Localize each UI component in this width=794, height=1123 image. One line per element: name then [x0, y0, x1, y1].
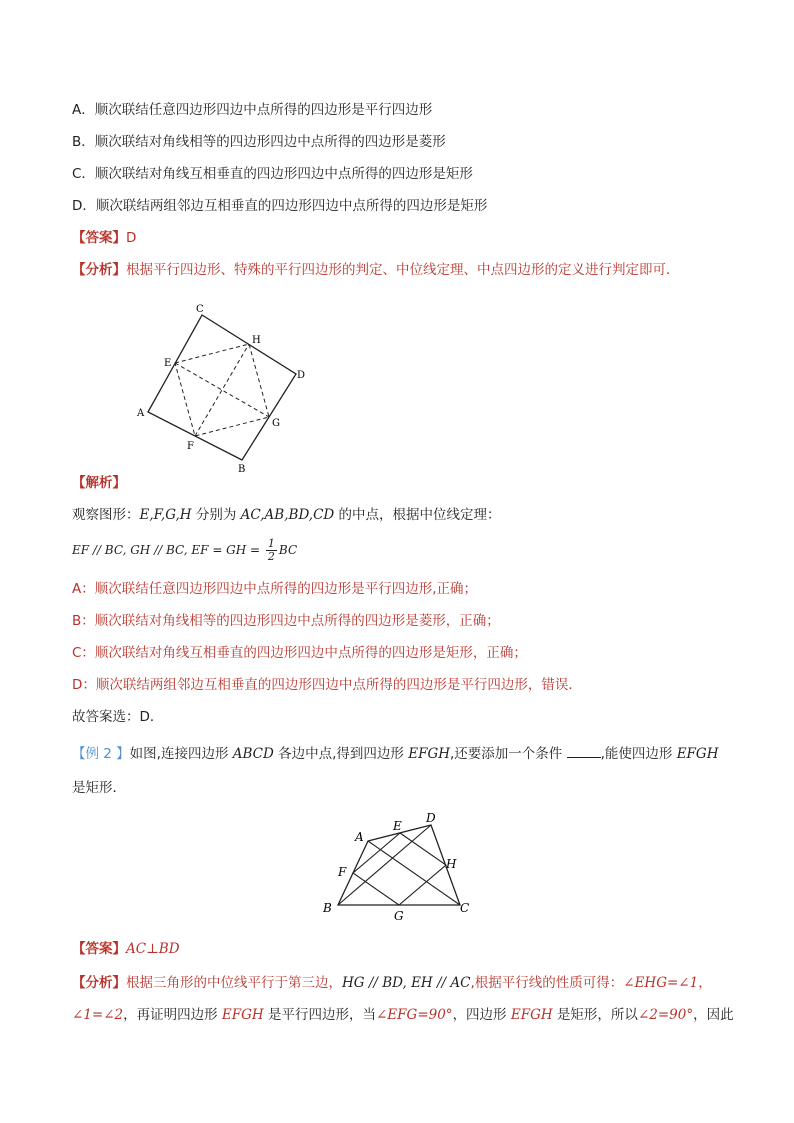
label-e: E: [164, 358, 172, 369]
label-e: E: [393, 819, 402, 833]
solution-line-c: C：顺次联结对角线互相垂直的四边形四边中点所得的四边形是矩形，正确；: [72, 645, 527, 661]
observe-suffix: 的中点，根据中位线定理：: [334, 507, 501, 523]
label-f: F: [187, 441, 194, 452]
label-d: D: [426, 811, 436, 825]
analysis-math-1: HG // BD, EH // AC: [342, 975, 471, 991]
answer-1: [72, 229, 136, 247]
label-f: F: [338, 865, 347, 879]
analysis-2-line1: [72, 974, 712, 992]
option-b: B．顺次联结对角线相等的四边形四边中点所得的四边形是菱形: [72, 134, 446, 150]
label-c: C: [196, 304, 204, 315]
analysis-text-5: 是平行四边形，当: [263, 1007, 376, 1023]
analysis-1: [72, 261, 680, 279]
observe-points: E,F,G,H: [139, 507, 192, 523]
formula-left: EF // BC, GH // BC, EF = GH =: [72, 543, 264, 557]
analysis-2-line2: [72, 1006, 734, 1024]
example-abcd: ABCD: [232, 746, 274, 762]
analysis-efgh-1: EFGH: [221, 1007, 264, 1023]
solution-tag: 【解析】: [72, 475, 126, 491]
formula-right: BC: [278, 543, 298, 557]
solution-formula: [72, 538, 297, 563]
answer-tag: 【答案】: [72, 941, 126, 957]
example-text-2: 各边中点,得到四边形: [273, 746, 409, 762]
answer-blank: [567, 745, 601, 758]
observe-mid: 分别为: [191, 507, 241, 523]
midline-eg: [175, 363, 269, 417]
option-d: D．顺次联结两组邻边互相垂直的四边形四边中点所得的四边形是矩形: [72, 198, 488, 214]
analysis-text-4: ，再证明四边形: [123, 1007, 222, 1023]
analysis-tag: 【分析】: [72, 975, 126, 991]
diagonal-ac: [368, 841, 460, 905]
answer-value: AC⊥BD: [126, 941, 180, 957]
example-text-1: 如图,连接四边形: [129, 746, 233, 762]
answer-2: [72, 940, 180, 958]
label-h: H: [252, 335, 261, 346]
analysis-tag: 【分析】: [72, 262, 126, 278]
formula-fraction: [266, 538, 277, 563]
fraction-numerator: 1: [267, 537, 275, 550]
label-b: B: [238, 464, 246, 475]
analysis-text-8: ，因此: [693, 1007, 734, 1023]
analysis-angle-ehg: ∠EHG=∠1: [623, 975, 699, 991]
analysis-text-6: ，四边形: [452, 1007, 511, 1023]
analysis-text-2: ,根据平行线的性质可得：: [470, 975, 624, 991]
option-a: A．顺次联结任意四边形四边中点所得的四边形是平行四边形: [72, 102, 433, 118]
analysis-angle-1-2: ∠1=∠2: [72, 1007, 124, 1023]
midline-fh: [195, 344, 249, 436]
outer-quadrilateral: [148, 315, 296, 460]
example-tag: 【例 2 】: [72, 746, 130, 762]
example-2-line2: 是矩形．: [72, 780, 126, 796]
observe-prefix: 观察图形：: [72, 507, 140, 523]
solution-line-b: B：顺次联结对角线相等的四边形四边中点所得的四边形是菱形，正确；: [72, 613, 500, 629]
analysis-angle-efg: ∠EFG=90°: [376, 1007, 453, 1023]
answer-value: D: [126, 230, 137, 246]
observe-segments: AC,AB,BD,CD: [240, 507, 335, 523]
analysis-angle-2: ∠2=90°: [637, 1007, 694, 1023]
label-a: A: [137, 408, 145, 419]
solution-conclusion: 故答案选：D．: [72, 709, 164, 725]
analysis-text: 根据平行四边形、特殊的平行四边形的判定、中位线定理、中点四边形的定义进行判定即可．: [126, 262, 680, 278]
answer-tag: 【答案】: [72, 230, 126, 246]
solution-tag-line: [72, 474, 126, 492]
option-c: C．顺次联结对角线互相垂直的四边形四边中点所得的四边形是矩形: [72, 166, 473, 182]
example-efgh: EFGH: [408, 746, 450, 762]
solution-line-d: D：顺次联结两组邻边互相垂直的四边形四边中点所得的四边形是平行四边形，错误．: [72, 677, 582, 693]
example-text-3: ,还要添加一个条件: [450, 746, 567, 762]
solution-observe: [72, 506, 501, 524]
label-b: B: [323, 901, 332, 915]
analysis-text-3: ，: [698, 975, 712, 991]
analysis-efgh-2: EFGH: [510, 1007, 553, 1023]
label-h: H: [446, 857, 457, 871]
fraction-denominator: 2: [267, 550, 275, 563]
label-d: D: [297, 370, 306, 381]
figure-trapezoid-efgh: [318, 808, 478, 928]
label-c: C: [460, 901, 470, 915]
analysis-text-7: 是矩形，所以: [552, 1007, 638, 1023]
example-efgh-2: EFGH: [676, 746, 719, 762]
analysis-text-1: 根据三角形的中位线平行于第三边，: [126, 975, 342, 991]
label-g: G: [272, 418, 280, 429]
midpoint-quadrilateral: [175, 344, 269, 436]
label-g: G: [394, 909, 404, 923]
figure-quadrilateral-abcd: [130, 298, 320, 478]
label-a: A: [355, 830, 364, 844]
solution-line-a: A：顺次联结任意四边形四边中点所得的四边形是平行四边形,正确；: [72, 581, 478, 597]
example-2-line1: [72, 745, 718, 763]
example-text-4: ,能使四边形: [600, 746, 677, 762]
